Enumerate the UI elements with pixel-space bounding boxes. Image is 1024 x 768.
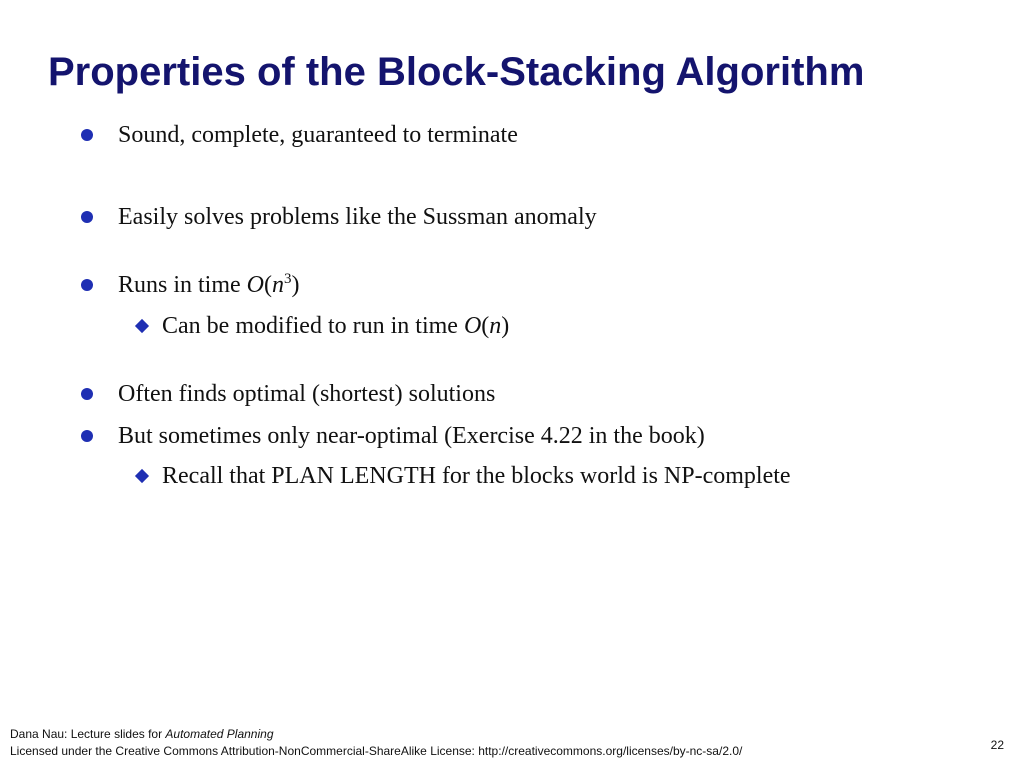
slide-title: Properties of the Block-Stacking Algorithm	[48, 50, 865, 94]
bullet-text: But sometimes only near-optimal (Exercise 4.22 in the book)	[118, 423, 705, 449]
sub-bullet-text: Can be modified to run in time	[162, 313, 464, 339]
bullet-item	[118, 202, 597, 232]
bullet-text: Runs in time	[118, 272, 247, 298]
footer	[10, 726, 742, 760]
bullet-item	[118, 421, 705, 451]
sub-bullet-text: Recall that PLAN LENGTH for the blocks world is NP-complete	[162, 463, 791, 489]
bullet-dot-icon	[81, 279, 93, 291]
math-variable: n	[272, 272, 285, 298]
math-paren-close: )	[501, 313, 510, 339]
footer-license: Licensed under the Creative Commons Attribution-NonCommercial-ShareAlike License: http://creativecommons.org/licenses/by-nc-sa/2.0/	[10, 744, 743, 758]
bullet-item	[118, 120, 518, 150]
bullet-diamond-icon	[135, 319, 149, 333]
footer-credit	[10, 726, 742, 743]
bullet-diamond-icon	[135, 469, 149, 483]
math-variable: n	[489, 313, 502, 339]
page-number: 22	[990, 738, 1004, 752]
math-paren-open: (	[264, 272, 273, 298]
math-paren-open: (	[481, 313, 490, 339]
bullet-text: Easily solves problems like the Sussman anomaly	[118, 204, 597, 230]
math-exponent: 3	[284, 271, 292, 287]
bullet-dot-icon	[81, 129, 93, 141]
footer-book-title: Automated Planning	[165, 727, 274, 741]
bullet-text: Often finds optimal (shortest) solutions	[118, 381, 496, 407]
bullet-item	[118, 379, 495, 409]
bullet-dot-icon	[81, 211, 93, 223]
bullet-dot-icon	[81, 388, 93, 400]
math-paren-close: )	[291, 272, 300, 298]
sub-bullet-item	[162, 461, 791, 491]
math-function: O	[246, 272, 265, 298]
sub-bullet-item	[162, 311, 509, 341]
bullet-item	[118, 270, 300, 300]
footer-credit-prefix: Dana Nau: Lecture slides for	[10, 727, 166, 741]
bullet-dot-icon	[81, 430, 93, 442]
math-function: O	[463, 313, 482, 339]
bullet-text: Sound, complete, guaranteed to terminate	[118, 122, 518, 148]
